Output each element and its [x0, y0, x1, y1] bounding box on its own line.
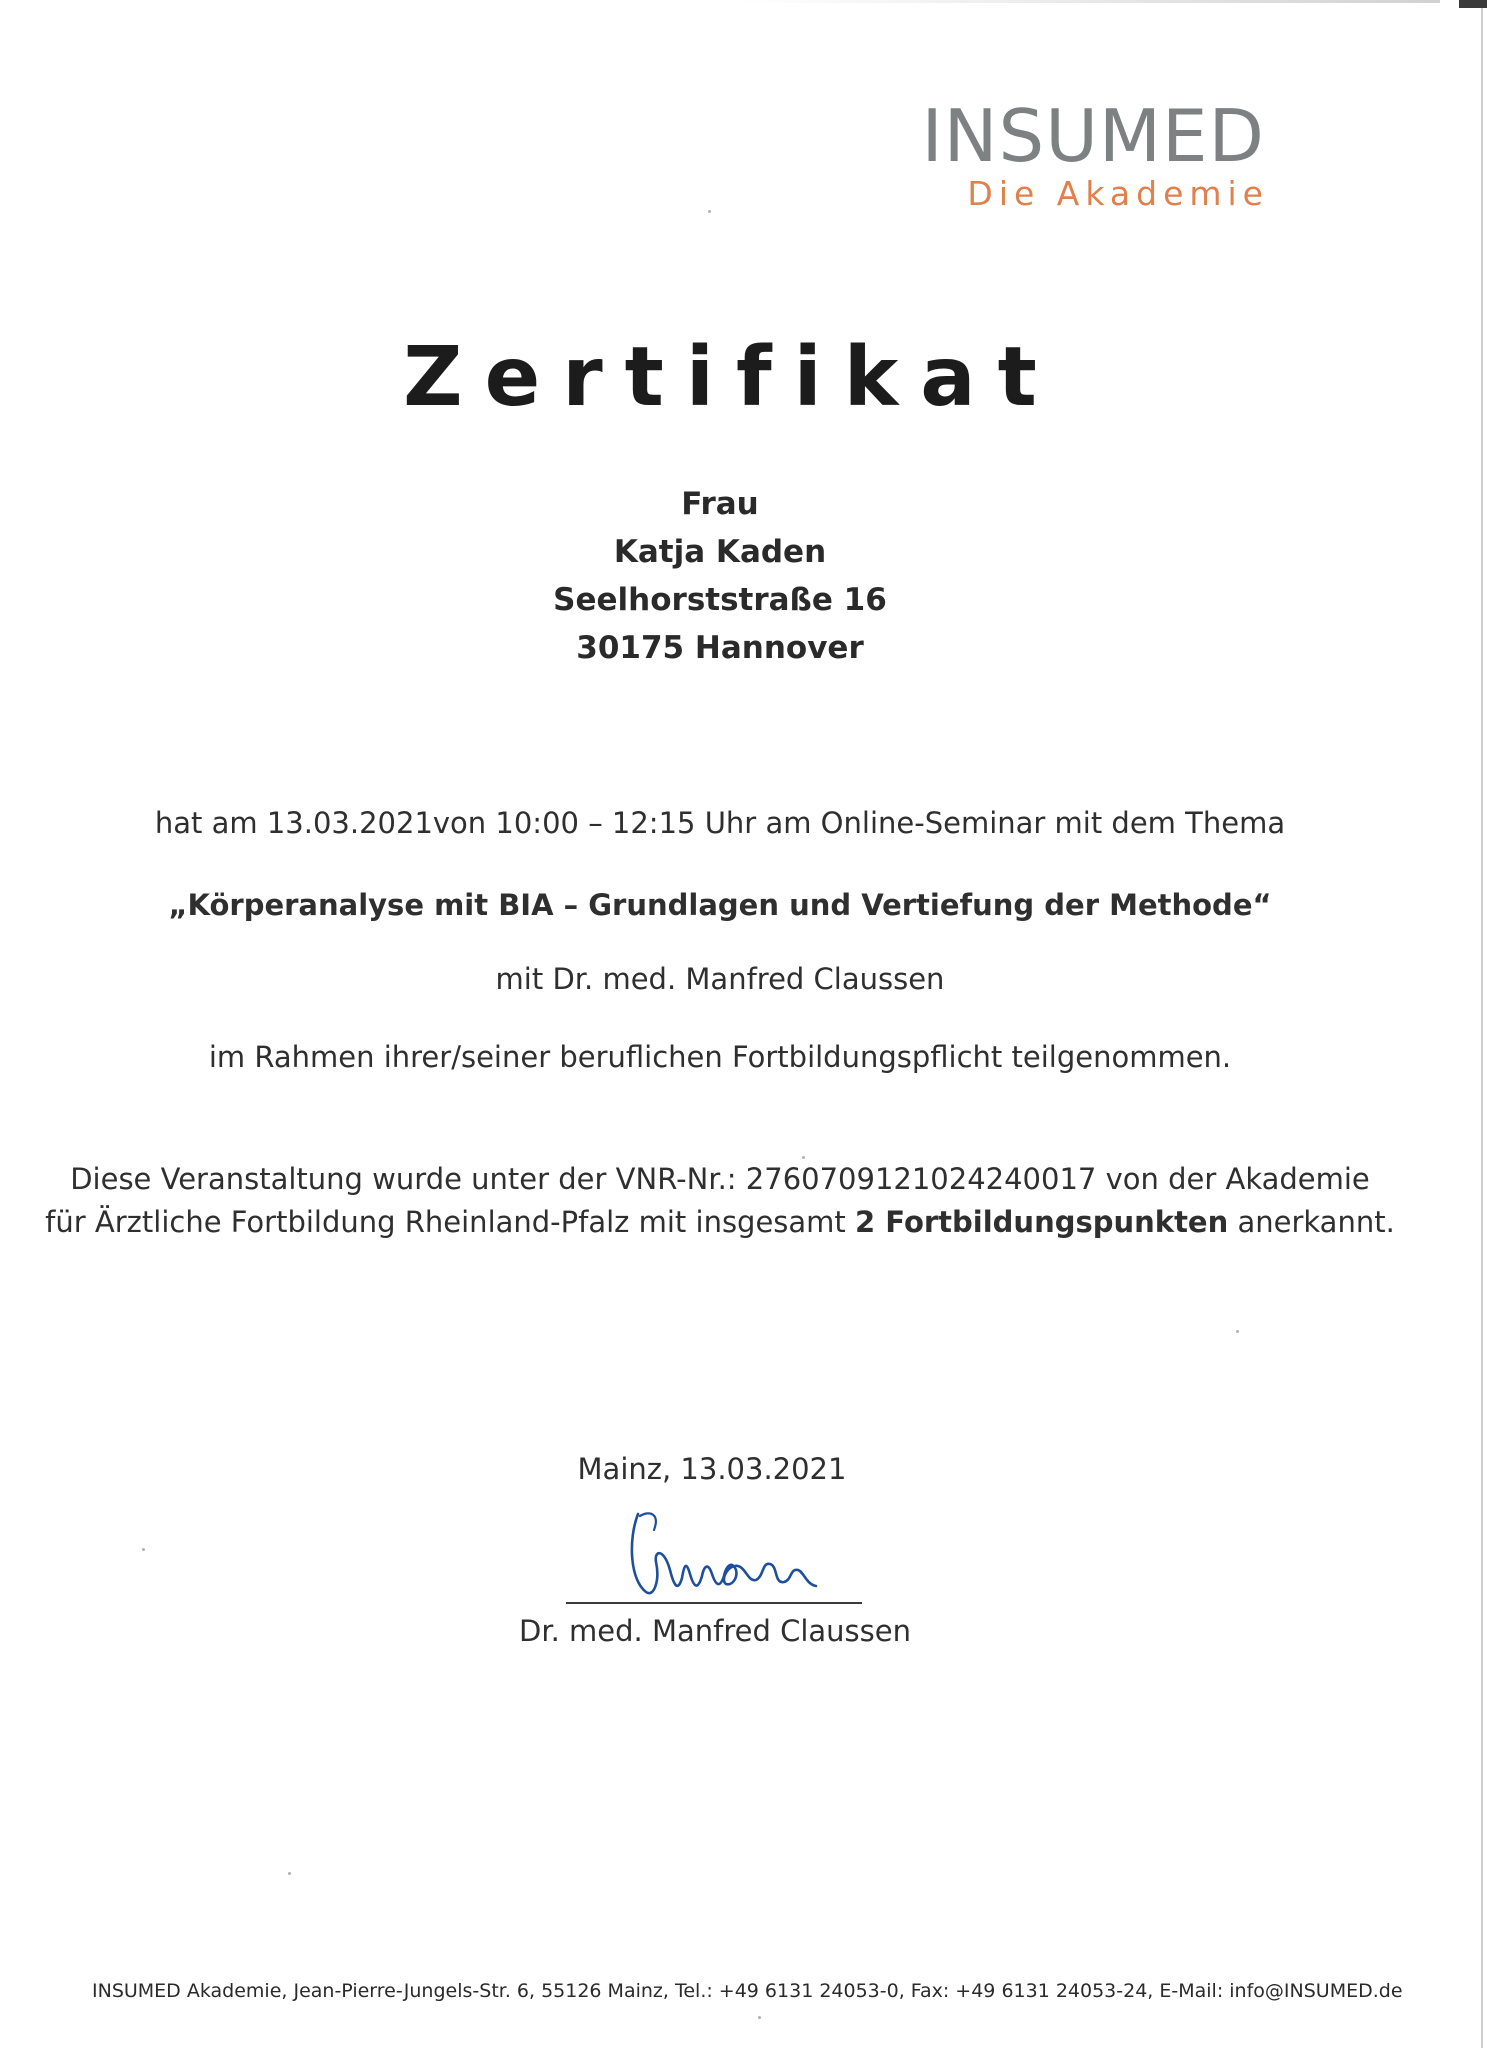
signer-name: Dr. med. Manfred Claussen: [519, 1614, 911, 1648]
scan-speck: [758, 2016, 761, 2019]
scan-streak: [740, 0, 1440, 3]
certificate-title: Zertifikat: [403, 330, 1059, 425]
footer-contact: INSUMED Akademie, Jean-Pierre-Jungels-Str. 6, 55126 Mainz, Tel.: +49 6131 24053-0, Fax: +49 6131 24053-24, E-Mail: info@INSUMED.de: [92, 1980, 1403, 2002]
credit-points: 2 Fortbildungspunkten: [855, 1205, 1229, 1239]
recognition-line-2: [0, 1201, 1440, 1244]
signature-line: [566, 1602, 862, 1604]
recognition-line-1: Diese Veranstaltung wurde unter der VNR-Nr.: 2760709121024240017 von der Akademie: [70, 1162, 1370, 1196]
recognition-line-2-start: für Ärztliche Fortbildung Rheinland-Pfalz mit insgesamt: [45, 1205, 856, 1239]
recognition-paragraph: [0, 1158, 1440, 1244]
lecturer-line: mit Dr. med. Manfred Claussen: [495, 962, 945, 996]
logo-wordmark: INSUMED: [921, 94, 1265, 178]
recipient-city: 30175 Hannover: [576, 630, 864, 666]
recipient-address: [0, 480, 1440, 672]
recipient-salutation: Frau: [681, 486, 759, 522]
scan-corner-mark: [1459, 0, 1487, 8]
recipient-street: Seelhorststraße 16: [553, 582, 887, 618]
attendance-line: hat am 13.03.2021von 10:00 – 12:15 Uhr am Online-Seminar mit dem Thema: [154, 806, 1286, 840]
handwritten-signature: [620, 1500, 830, 1610]
recognition-line-2-end: anerkannt.: [1228, 1205, 1395, 1239]
scan-speck: [142, 1548, 145, 1551]
insumed-logo: [921, 94, 1269, 214]
scan-speck: [1236, 1330, 1239, 1333]
scan-edge: [1481, 0, 1483, 2048]
seminar-topic: „Körperanalyse mit BIA – Grundlagen und Vertiefung der Methode“: [168, 888, 1272, 922]
scan-speck: [802, 1156, 805, 1159]
logo-tagline: Die Akademie: [967, 174, 1269, 213]
scan-speck: [288, 1872, 291, 1875]
context-line: im Rahmen ihrer/seiner beruflichen Fortbildungspflicht teilgenommen.: [208, 1040, 1232, 1074]
scan-speck: [708, 210, 711, 213]
recipient-name: Katja Kaden: [613, 534, 827, 570]
place-and-date: Mainz, 13.03.2021: [577, 1452, 847, 1486]
